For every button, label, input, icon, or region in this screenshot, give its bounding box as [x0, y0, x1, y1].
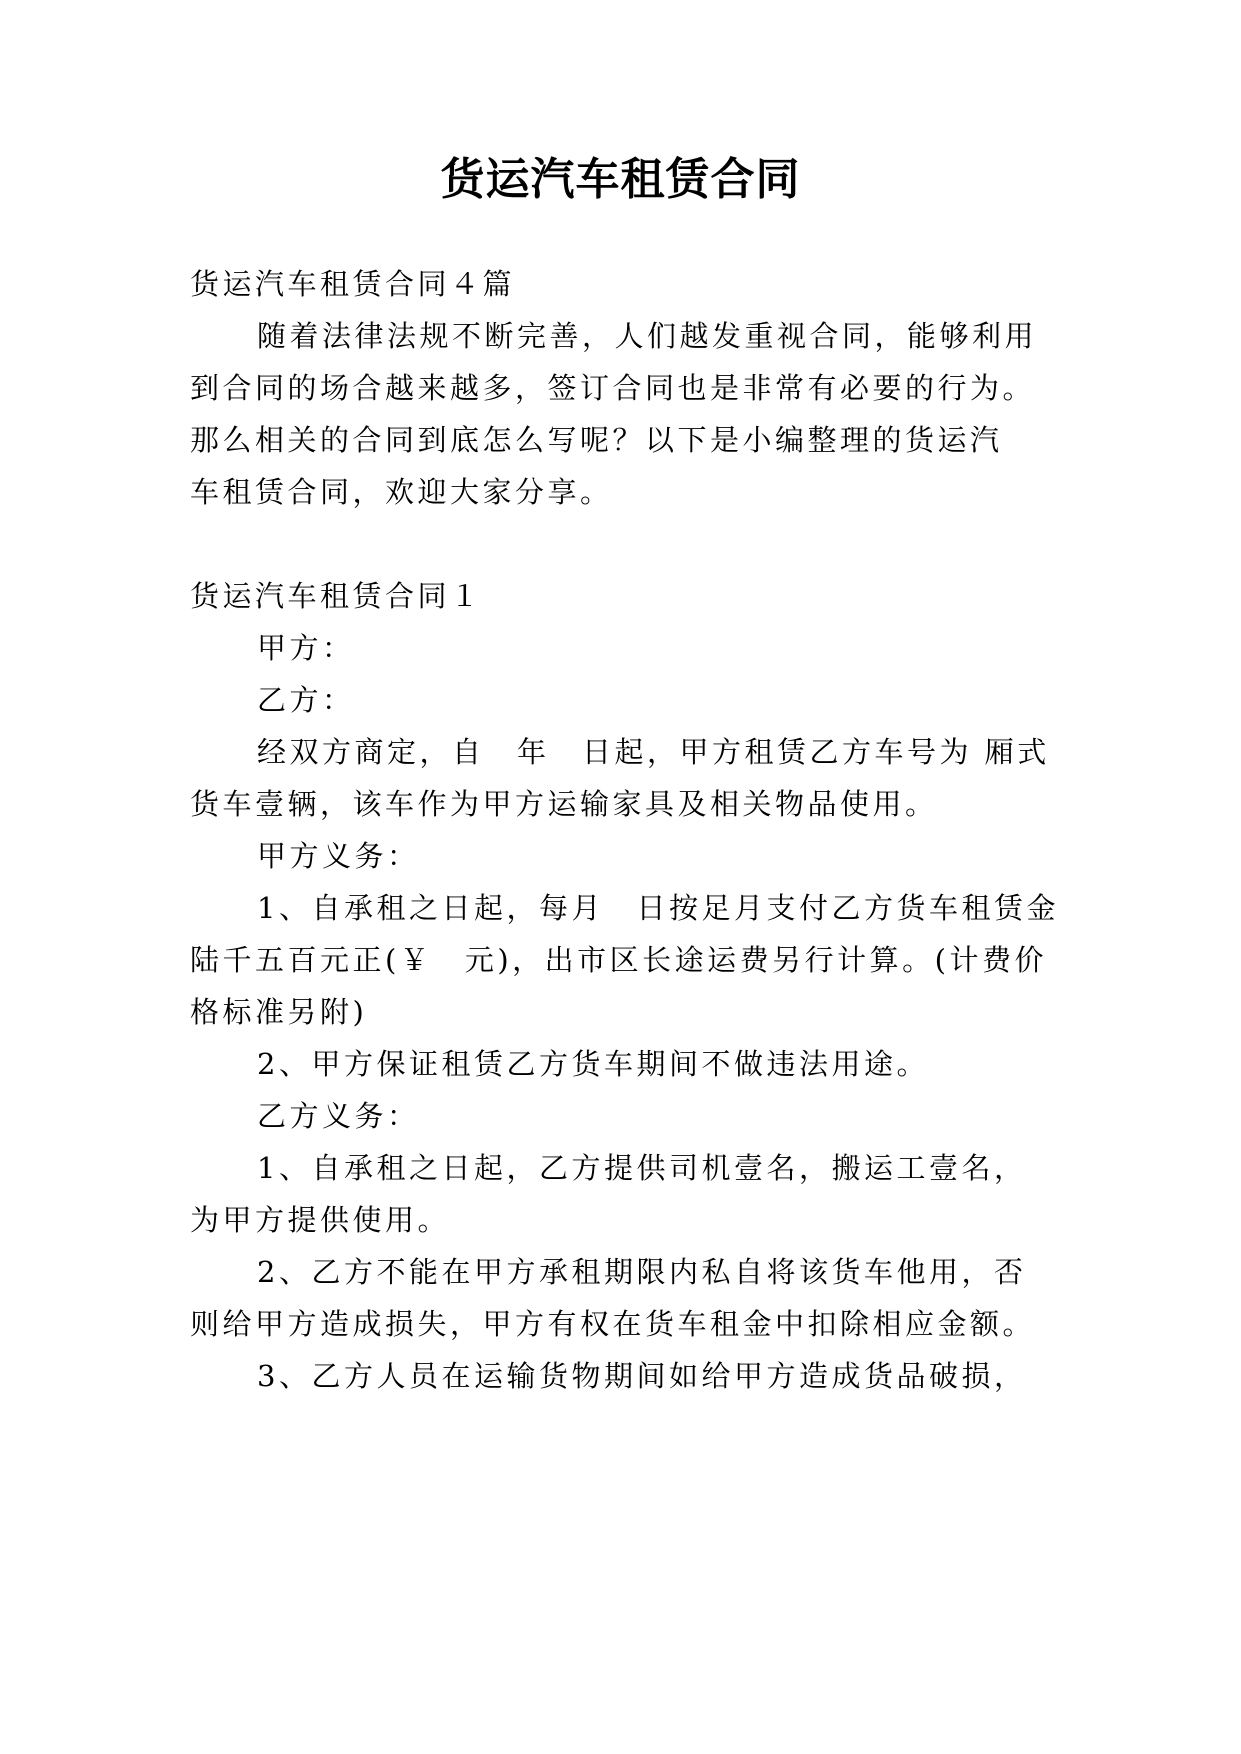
document-title: 货运汽车租赁合同	[440, 154, 801, 205]
document-subtitle: 货运汽车租赁合同４篇	[190, 267, 516, 301]
party-a-duty-1-line: 陆千五百元正(￥ 元)，出市区长途运费另行计算。(计费价	[190, 943, 1047, 977]
party-a-label: 甲方：	[257, 631, 355, 665]
agreement-paragraph-line: 经双方商定，自 年 日起，甲方租赁乙方车号为 厢式	[257, 735, 1050, 769]
section-heading: 货运汽车租赁合同１	[190, 579, 483, 613]
intro-paragraph-line: 随着法律法规不断完善，人们越发重视合同，能够利用	[257, 319, 1038, 353]
party-b-duty-1-line: 1、自承租之日起，乙方提供司机壹名，搬运工壹名，	[257, 1151, 1027, 1185]
party-b-label: 乙方：	[257, 683, 355, 717]
intro-paragraph-line: 车租赁合同，欢迎大家分享。	[190, 475, 613, 509]
party-a-duty-2-line: 2、甲方保证租赁乙方货车期间不做违法用途。	[257, 1047, 929, 1081]
party-a-duty-1-line: 1、自承租之日起，每月 日按足月支付乙方货车租赁金	[257, 891, 1059, 925]
party-a-duty-1-line: 格标准另附)	[190, 995, 368, 1029]
intro-paragraph-line: 到合同的场合越来越多，签订合同也是非常有必要的行为。	[190, 371, 1036, 405]
party-b-duty-2-line: 2、乙方不能在甲方承租期限内私自将该货车他用，否	[257, 1255, 1027, 1289]
party-b-duties-heading: 乙方义务：	[257, 1099, 420, 1133]
party-a-duties-heading: 甲方义务：	[257, 839, 420, 873]
party-b-duty-3-line: 3、乙方人员在运输货物期间如给甲方造成货品破损，	[257, 1359, 1027, 1393]
agreement-paragraph-line: 货车壹辆，该车作为甲方运输家具及相关物品使用。	[190, 787, 938, 821]
party-b-duty-1-line: 为甲方提供使用。	[190, 1203, 451, 1237]
party-b-duty-2-line: 则给甲方造成损失，甲方有权在货车租金中扣除相应金额。	[190, 1307, 1036, 1341]
intro-paragraph-line: 那么相关的合同到底怎么写呢？以下是小编整理的货运汽	[190, 423, 1003, 457]
